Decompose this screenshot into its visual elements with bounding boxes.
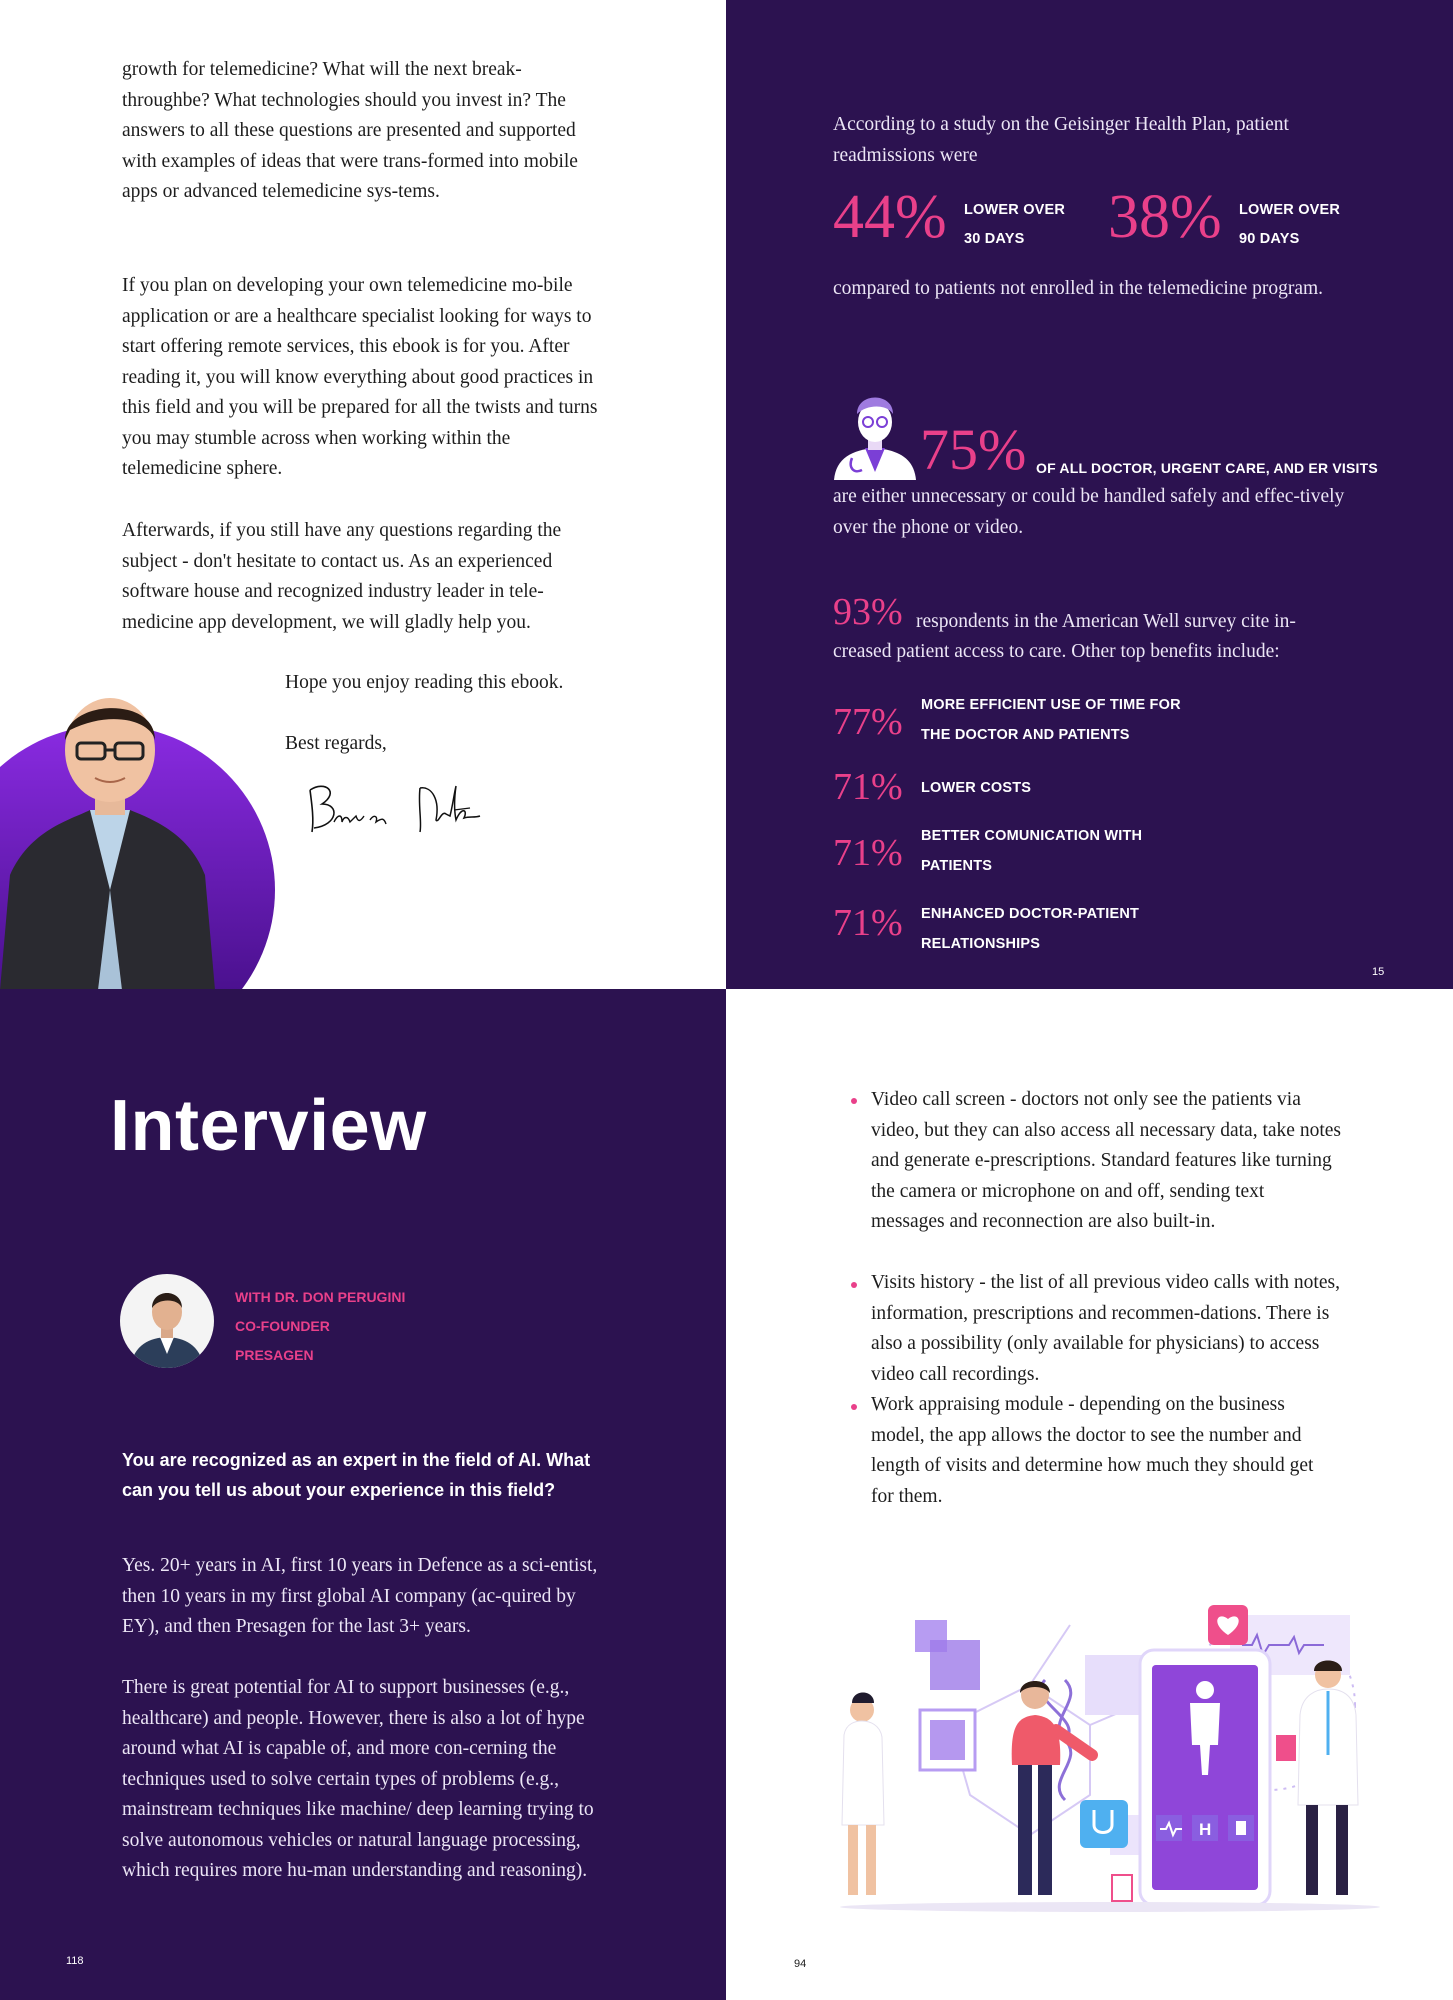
page-number: 15 <box>1372 966 1385 978</box>
benefit-caption-2: PATIENTS <box>921 858 993 874</box>
page-number: 94 <box>794 1958 807 1970</box>
telemedicine-illustration <box>830 1585 1380 1915</box>
bullet-icon <box>848 1279 860 1291</box>
benefit-value: 71% <box>833 902 903 944</box>
feature-bullet-3: Work appraising module - depending on the business model, the app allows the doctor to see the number and length of visits and determine how much they should get for them. <box>871 1394 1314 1507</box>
stat-93-text-a: respondents in the American Well survey cite in- <box>916 611 1296 632</box>
stat-38-caption-1: LOWER OVER <box>1239 202 1341 218</box>
bullet-icon <box>848 1095 860 1107</box>
interviewee-company: PRESAGEN <box>235 1347 314 1363</box>
stat-44-value: 44% <box>833 183 947 251</box>
stat-75-value: 75% <box>920 417 1027 482</box>
benefit-caption-1: BETTER COMUNICATION WITH <box>921 828 1143 844</box>
interviewee-name: WITH DR. DON PERUGINI <box>235 1289 406 1305</box>
stat-93-text-b: creased patient access to care. Other top benefits include: <box>833 641 1280 662</box>
doctor-icon <box>832 392 918 480</box>
stat-75-caption: OF ALL DOCTOR, URGENT CARE, AND ER VISITS <box>1036 460 1378 476</box>
stat-44-caption-1: LOWER OVER <box>964 202 1066 218</box>
closing-line: Hope you enjoy reading this ebook. <box>285 672 564 693</box>
svg-text:H: H <box>1199 1820 1212 1839</box>
stats-intro: According to a study on the Geisinger Health Plan, patient readmissions were <box>833 114 1289 166</box>
benefit-value: 77% <box>833 701 903 743</box>
feature-bullet-2: Visits history - the list of all previous video calls with notes, information, prescriptions and recommen-dations. There is also a possibility (only available for physicians) to access video call recordings. <box>871 1272 1340 1385</box>
page-number: 118 <box>66 1955 84 1967</box>
stat-93-value: 93% <box>833 591 903 633</box>
benefit-value: 71% <box>833 832 903 874</box>
benefit-caption-2: RELATIONSHIPS <box>921 936 1041 952</box>
stat-44-caption-2: 30 DAYS <box>964 231 1025 247</box>
regards-line: Best regards, <box>285 733 387 754</box>
signature-image <box>300 770 520 840</box>
stats-compared: compared to patients not enrolled in the telemedicine program. <box>833 278 1324 299</box>
interview-answer-1: Yes. 20+ years in AI, first 10 years in Defence as a sci-entist, then 10 years in my first global AI company (ac-quired by EY), and then Presagen for the last 3+ years. <box>122 1555 598 1637</box>
benefit-caption-1: LOWER COSTS <box>921 780 1032 796</box>
benefit-value: 71% <box>833 766 903 808</box>
intro-paragraph-1: growth for telemedicine? What will the next break-throughbe? What technologies should you invest in? The answers to all these questions are presented and supported with examples of ideas that were trans-formed into mobile apps or advanced telemedicine sys-tems. <box>122 59 578 202</box>
benefit-caption-2: THE DOCTOR AND PATIENTS <box>921 727 1130 743</box>
intro-paragraph-3: Afterwards, if you still have any questions regarding the subject - don't hesitate to contact us. As an experienced software house and recognized industry leader in tele-medicine app development, we will gladly help you. <box>122 520 562 633</box>
stat-38-caption-2: 90 DAYS <box>1239 231 1300 247</box>
interview-answer-2: There is great potential for AI to support businesses (e.g., healthcare) and people. However, there is also a lot of hype around what AI is capable of, and more con-cerning the techniques used to solve certain types of problems (e.g., mainstream techniques like machine/ deep learning trying to solve autonomous vehicles or natural language processing, which requires more hu-man understanding and reasoning). <box>122 1677 594 1881</box>
author-photo <box>0 660 290 990</box>
benefit-caption-1: MORE EFFICIENT USE OF TIME FOR <box>921 697 1181 713</box>
interview-question: You are recognized as an expert in the field of AI. What can you tell us about your experience in this field? <box>122 1450 591 1500</box>
bullet-icon <box>848 1401 860 1413</box>
stat-75-text: are either unnecessary or could be handled safely and effec-tively over the phone or video. <box>833 486 1345 538</box>
intro-paragraph-2: If you plan on developing your own telemedicine mo-bile application or are a healthcare specialist looking for ways to start offering remote services, this ebook is for you. After reading it, you will know everything about good practices in this field and you will be prepared for all the twists and turns you may stumble across when working within the telemedicine sphere. <box>122 275 598 479</box>
benefit-caption-1: ENHANCED DOCTOR-PATIENT <box>921 906 1140 922</box>
feature-bullet-1: Video call screen - doctors not only see the patients via video, but they can also access all necessary data, take notes and generate e-prescriptions. Standard features like turning the camera or microphone on and off, sending text messages and reconnection are also built-in. <box>871 1089 1341 1232</box>
stat-38-value: 38% <box>1108 183 1222 251</box>
interviewee-avatar <box>120 1274 214 1368</box>
interview-title: Interview <box>110 1086 427 1166</box>
interviewee-role: CO-FOUNDER <box>235 1318 330 1334</box>
